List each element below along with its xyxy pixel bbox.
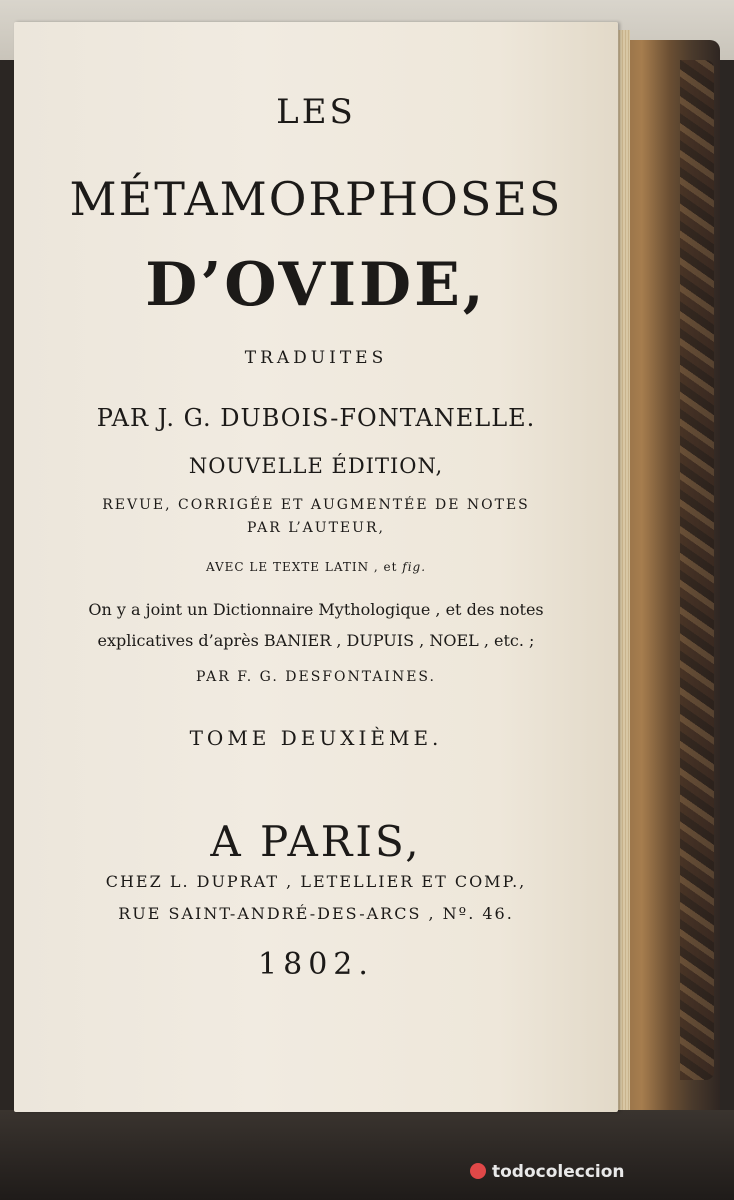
watermark-logo-icon <box>470 1163 486 1179</box>
volume-label: TOME DEUXIÈME. <box>189 726 443 750</box>
translated-label: TRADUITES <box>244 348 388 368</box>
watermark-text: todocoleccion <box>492 1162 625 1182</box>
publisher-address: RUE SAINT-ANDRÉ-DES-ARCS , Nº. 46. <box>118 904 514 923</box>
title-metamorphoses: MÉTAMORPHOSES <box>69 172 563 226</box>
latin-text-note <box>14 560 618 574</box>
place-of-publication: A PARIS, <box>210 817 422 866</box>
title-page <box>14 22 618 1112</box>
publication-year: 1802. <box>258 947 374 982</box>
watermark <box>470 1162 625 1182</box>
annotator-name: PAR F. G. DESFONTAINES. <box>196 669 436 685</box>
title-ovide: D’OVIDE, <box>145 250 487 320</box>
revision-note: REVUE, CORRIGÉE ET AUGMENTÉE DE NOTES <box>102 497 530 513</box>
latin-text-label: AVEC LE TEXTE LATIN , et <box>205 560 398 574</box>
marbled-cover <box>680 60 714 1080</box>
translator-name: PAR J. G. DUBOIS-FONTANELLE. <box>96 404 536 432</box>
publisher-name: CHEZ L. DUPRAT , LETELLIER ET COMP., <box>105 872 527 891</box>
figures-label: fig. <box>402 560 427 574</box>
explanatory-note: explicatives d’après BANIER , DUPUIS , NOEL , etc. ; <box>97 631 535 650</box>
revision-author: PAR L’AUTEUR, <box>247 520 385 536</box>
dictionary-note: On y a joint un Dictionnaire Mythologique , et des notes <box>88 600 544 619</box>
dark-background <box>0 1110 734 1200</box>
edition-label: NOUVELLE ÉDITION, <box>188 454 444 478</box>
title-les: LES <box>276 92 356 132</box>
